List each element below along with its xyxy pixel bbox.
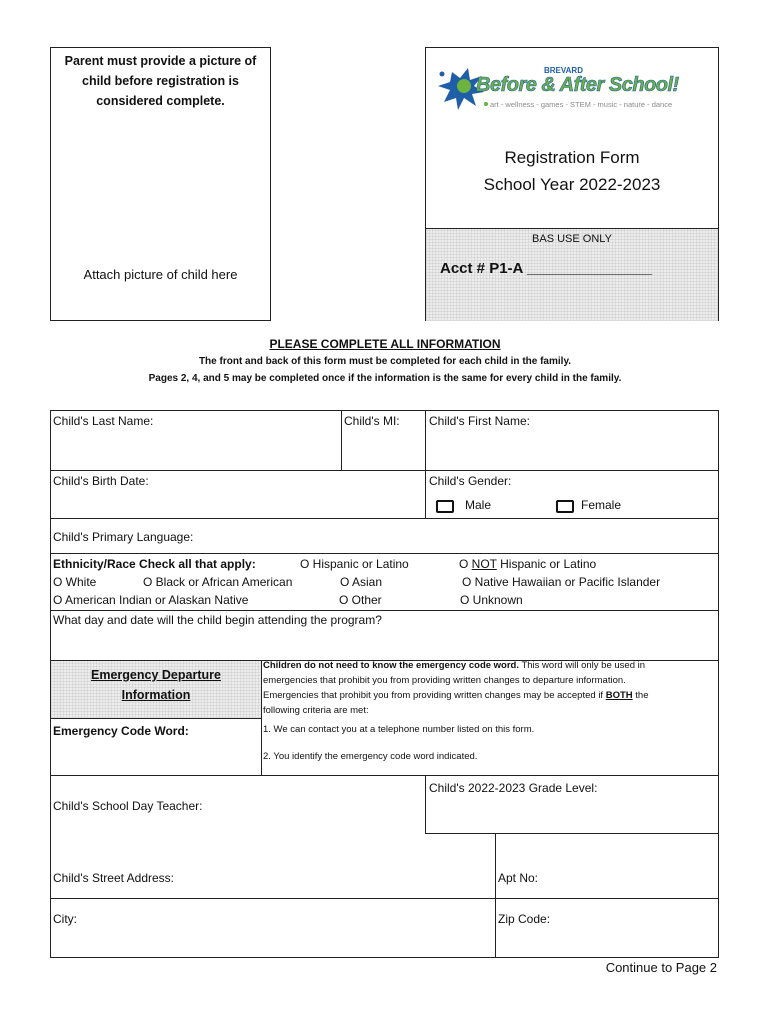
logo-name: Before & After School! <box>476 74 679 96</box>
emergency-criteria-2: 2. You identify the emergency code word indicated. <box>263 751 478 762</box>
attach-picture-text: Attach picture of child here <box>83 267 238 282</box>
bas-use-only-label: BAS USE ONLY <box>532 233 612 245</box>
race-asian[interactable]: O Asian <box>340 575 383 589</box>
ethnicity-label: Ethnicity/Race Check all that apply: <box>53 557 256 571</box>
emergency-criteria-1: 1. We can contact you at a telephone number listed on this form. <box>263 724 535 735</box>
col-divider <box>261 660 262 775</box>
acct-number: Acct # P1-A _______________ <box>440 260 653 277</box>
bas-use-panel <box>426 228 718 321</box>
row-divider <box>50 718 261 719</box>
city-label: City: <box>53 912 77 926</box>
col-divider <box>425 410 426 518</box>
gender-label: Child's Gender: <box>429 474 512 488</box>
apt-no-label: Apt No: <box>498 871 539 885</box>
birth-date-label: Child's Birth Date: <box>53 474 149 488</box>
middle-initial-label: Child's MI: <box>344 414 400 428</box>
male-checkbox[interactable] <box>436 500 454 513</box>
school-year: School Year 2022-2023 <box>483 175 661 194</box>
ethnicity-hispanic[interactable]: O Hispanic or Latino <box>300 557 409 571</box>
emergency-title: Emergency Departure Information <box>91 668 221 702</box>
col-divider <box>341 410 342 470</box>
female-label: Female <box>581 498 622 512</box>
photo-box <box>50 47 271 321</box>
row-divider <box>50 470 719 471</box>
race-american-indian[interactable]: O American Indian or Alaskan Native <box>53 593 249 607</box>
race-other[interactable]: O Other <box>339 593 382 607</box>
first-name-label: Child's First Name: <box>429 414 530 428</box>
last-name-label: Child's Last Name: <box>53 414 154 428</box>
primary-language-label: Child's Primary Language: <box>53 530 194 544</box>
female-checkbox[interactable] <box>556 500 574 513</box>
ethnicity-not-hispanic[interactable]: O NOT Hispanic or Latino <box>459 557 597 571</box>
complete-all-heading: PLEASE COMPLETE ALL INFORMATION <box>269 337 501 351</box>
race-hawaiian[interactable]: O Native Hawaiian or Pacific Islander <box>462 575 661 589</box>
male-label: Male <box>465 498 492 512</box>
continue-to-page-2: Continue to Page 2 <box>605 960 717 975</box>
emergency-note: Children do not need to know the emergency code word. This word will only be used in emergencies that prohibit you from providing written changes to departure information. Emergencies that prohibit you from providing written changes may be accepted if BOTH the following criteria are met: <box>263 660 649 716</box>
col-divider <box>495 833 496 958</box>
photo-instruction: Parent must provide a picture of child before registration is considered complete. <box>64 54 257 108</box>
race-unknown[interactable]: O Unknown <box>460 593 523 607</box>
race-black[interactable]: O Black or African American <box>143 575 293 589</box>
row-divider <box>50 518 719 519</box>
emergency-code-word-label: Emergency Code Word: <box>53 724 189 738</box>
start-date-question: What day and date will the child begin attending the program? <box>53 613 382 627</box>
intro-line-1: The front and back of this form must be completed for each child in the family. <box>198 356 572 367</box>
logo <box>434 58 714 118</box>
header-box <box>425 47 719 321</box>
zip-code-label: Zip Code: <box>498 912 551 926</box>
form-title: Registration Form <box>504 148 640 167</box>
row-divider <box>50 553 719 554</box>
row-divider <box>50 898 719 899</box>
race-white[interactable]: O White <box>53 575 97 589</box>
school-teacher-label: Child's School Day Teacher: <box>53 799 203 813</box>
row-divider <box>425 833 719 834</box>
logo-tagline: art - wellness - games - STEM - music - nature - dance <box>490 100 673 109</box>
logo-brevard: BREVARD <box>544 66 583 75</box>
street-address-label: Child's Street Address: <box>53 871 175 885</box>
row-divider <box>50 610 719 611</box>
emergency-departure-header <box>51 661 261 718</box>
col-divider <box>425 775 426 833</box>
grade-level-label: Child's 2022-2023 Grade Level: <box>429 781 598 795</box>
row-divider <box>50 775 719 776</box>
intro-line-2: Pages 2, 4, and 5 may be completed once if the information is the same for every child in the family. <box>148 373 622 384</box>
